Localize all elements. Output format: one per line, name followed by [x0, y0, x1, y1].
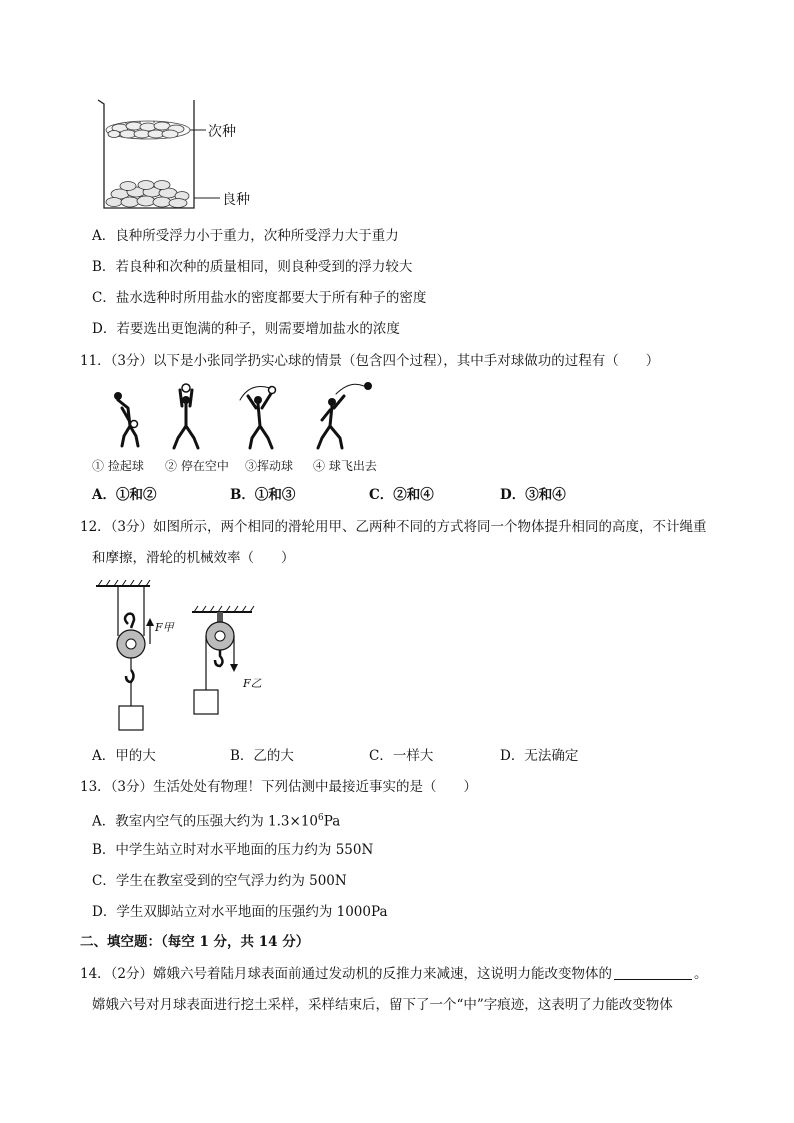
q10-option-c: C．盐水选种时所用盐水的密度都要大于所有种子的密度	[92, 290, 427, 306]
beaker-diagram	[90, 96, 290, 216]
q10-option-a: A．良种所受浮力小于重力，次种所受浮力大于重力	[92, 228, 399, 244]
q12-stem-line1: 12．（3分）如图所示，两个相同的滑轮用甲、乙两种不同的方式将同一个物体提升相同的高度，不计绳重	[80, 519, 707, 535]
q14-line1-end: 。	[694, 966, 708, 982]
q11-option-a: A．①和②	[92, 487, 157, 503]
q13-option-a	[92, 808, 340, 832]
q11-caption-1: ① 捡起球	[92, 459, 144, 473]
q11-stem: 11．（3分）以下是小张同学扔实心球的情景（包含四个过程），其中手对球做功的过程有（ ）	[80, 353, 660, 369]
q10-option-d: D．若要选出更饱满的种子，则需要增加盐水的浓度	[92, 321, 400, 337]
q12-option-a: A．甲的大	[92, 748, 156, 764]
q14-line1-text: 14．（2分）嫦娥六号着陆月球表面前通过发动机的反推力来减速，这说明力能改变物体的	[80, 966, 613, 982]
q11-option-d: D．③和④	[500, 487, 566, 503]
q12-option-c: C．一样大	[369, 748, 434, 764]
q13-option-a-unit: Pa	[323, 813, 341, 830]
q11-option-b: B．①和③	[230, 487, 296, 503]
q14-line2: 嫦娥六号对月球表面进行挖土采样，采样结束后，留下了一个“中”字痕迹，这表明了力能改变物体	[92, 997, 673, 1013]
q13-option-c: C．学生在教室受到的空气浮力约为 500N	[92, 873, 347, 889]
section2-title: 二、填空题：（每空 1 分，共 14 分）	[80, 934, 310, 950]
q13-option-a-text: A．教室内空气的压强大约为 1.3×10	[92, 813, 318, 830]
q13-option-a-exponent: 6	[318, 813, 324, 823]
q12-stem-line2: 和摩擦，滑轮的机械效率（ ）	[92, 550, 295, 566]
label-inferior-seed: 次种	[208, 124, 236, 140]
q11-caption-3: ③挥动球	[245, 459, 294, 473]
q12-option-b: B．乙的大	[230, 748, 294, 764]
q12-option-d: D．无法确定	[500, 748, 579, 764]
label-f-yi: F乙	[243, 677, 262, 690]
q11-caption-2: ② 停在空中	[165, 459, 229, 473]
q11-figures	[100, 382, 400, 454]
q11-caption-4: ④ 球飞出去	[313, 459, 377, 473]
q13-option-d: D．学生双脚站立对水平地面的压强约为 1000Pa	[92, 904, 388, 920]
label-f-jia: F甲	[155, 621, 174, 634]
q13-option-b: B．中学生站立时对水平地面的压力约为 550N	[92, 842, 374, 858]
q11-option-c: C．②和④	[369, 487, 434, 503]
q14-line1	[80, 964, 708, 984]
q14-answer-blank-1[interactable]	[614, 965, 692, 980]
pulley-diagram	[92, 578, 292, 738]
q10-option-b: B．若良种和次种的质量相同，则良种受到的浮力较大	[92, 259, 413, 275]
label-superior-seed: 良种	[222, 192, 250, 208]
q13-stem: 13．（3分）生活处处有物理！下列估测中最接近事实的是（ ）	[80, 779, 478, 795]
